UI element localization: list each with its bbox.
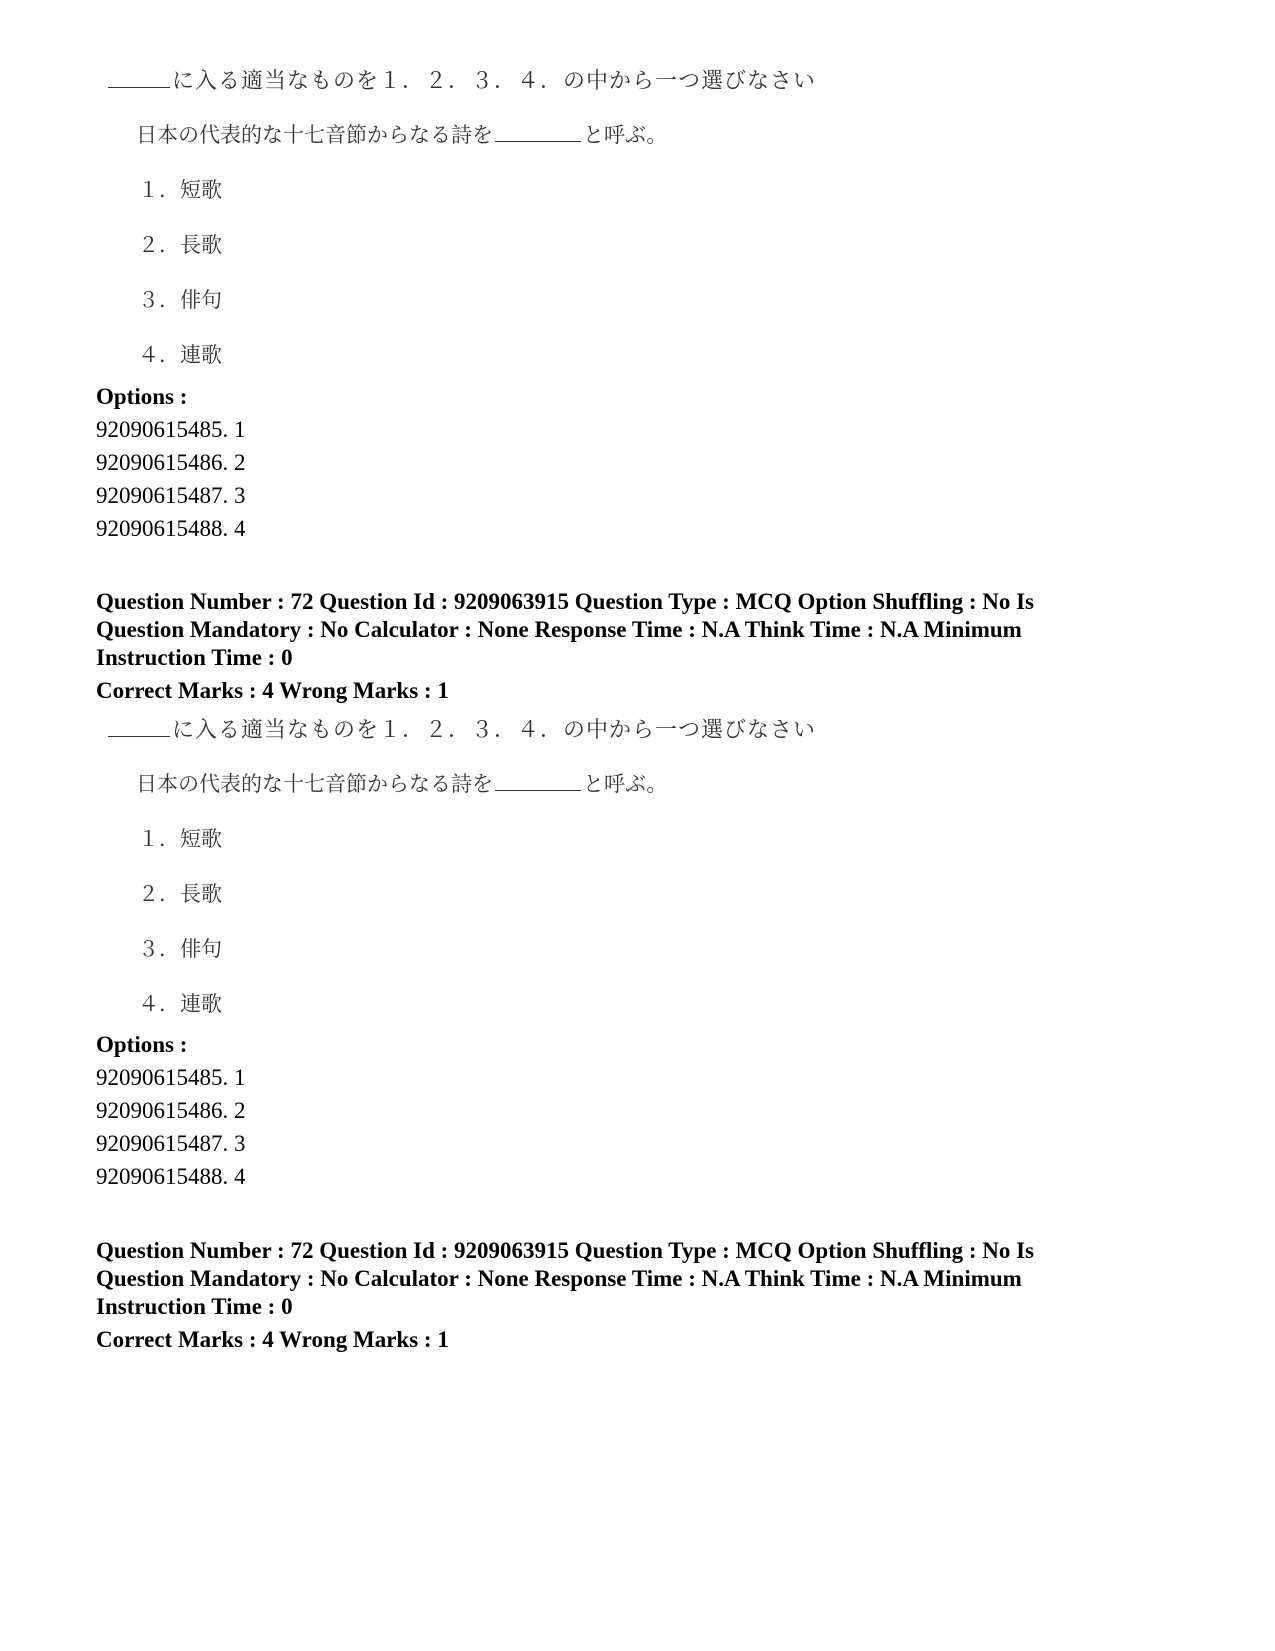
blank-line	[108, 718, 170, 737]
marks-line: Correct Marks : 4 Wrong Marks : 1	[96, 678, 449, 703]
option-line: 92090615485. 1	[96, 1065, 246, 1090]
option-line: 92090615488. 4	[96, 1164, 246, 1189]
choice-item: ４．連歌	[138, 343, 222, 367]
meta-line: Question Number : 72 Question Id : 9209063915 Question Type : MCQ Option Shuffling : No Is	[96, 589, 1035, 614]
option-line: 92090615487. 3	[96, 1131, 246, 1156]
choice-item: １．短歌	[138, 178, 222, 202]
blank-line	[495, 123, 581, 142]
choice-item: ３．俳句	[138, 288, 222, 312]
question-meta	[96, 1237, 1176, 1354]
blank-line	[495, 772, 581, 791]
question-instruction: に入る適当なものを１．２．３．４．の中から一つ選びなさい	[108, 713, 816, 744]
question-meta	[96, 588, 1176, 705]
options-label: Options :	[96, 384, 188, 409]
choice-item: ２．長歌	[138, 882, 222, 906]
question-image	[108, 64, 817, 384]
marks-line: Correct Marks : 4 Wrong Marks : 1	[96, 1327, 449, 1352]
choice-item: ３．俳句	[138, 937, 222, 961]
question-stem: 日本の代表的な十七音節からなる詩を と呼ぶ。	[136, 772, 668, 796]
meta-line: Question Mandatory : No Calculator : None Response Time : N.A Think Time : N.A Minimum	[96, 617, 1022, 642]
choice-item: ４．連歌	[138, 992, 222, 1016]
blank-line	[108, 69, 170, 88]
choice-item: ２．長歌	[138, 233, 222, 257]
option-line: 92090615485. 1	[96, 417, 246, 442]
option-line: 92090615486. 2	[96, 450, 246, 475]
options-label: Options :	[96, 1032, 188, 1057]
question-instruction: に入る適当なものを１．２．３．４．の中から一つ選びなさい	[108, 64, 816, 95]
meta-line: Question Number : 72 Question Id : 9209063915 Question Type : MCQ Option Shuffling : No Is	[96, 1238, 1035, 1263]
option-line: 92090615488. 4	[96, 516, 246, 541]
question-image	[108, 713, 817, 1033]
meta-line: Instruction Time : 0	[96, 645, 293, 670]
option-line: 92090615487. 3	[96, 483, 246, 508]
question-stem: 日本の代表的な十七音節からなる詩を と呼ぶ。	[136, 123, 668, 147]
meta-line: Question Mandatory : No Calculator : None Response Time : N.A Think Time : N.A Minimum	[96, 1266, 1022, 1291]
meta-line: Instruction Time : 0	[96, 1294, 293, 1319]
option-line: 92090615486. 2	[96, 1098, 246, 1123]
choice-item: １．短歌	[138, 827, 222, 851]
